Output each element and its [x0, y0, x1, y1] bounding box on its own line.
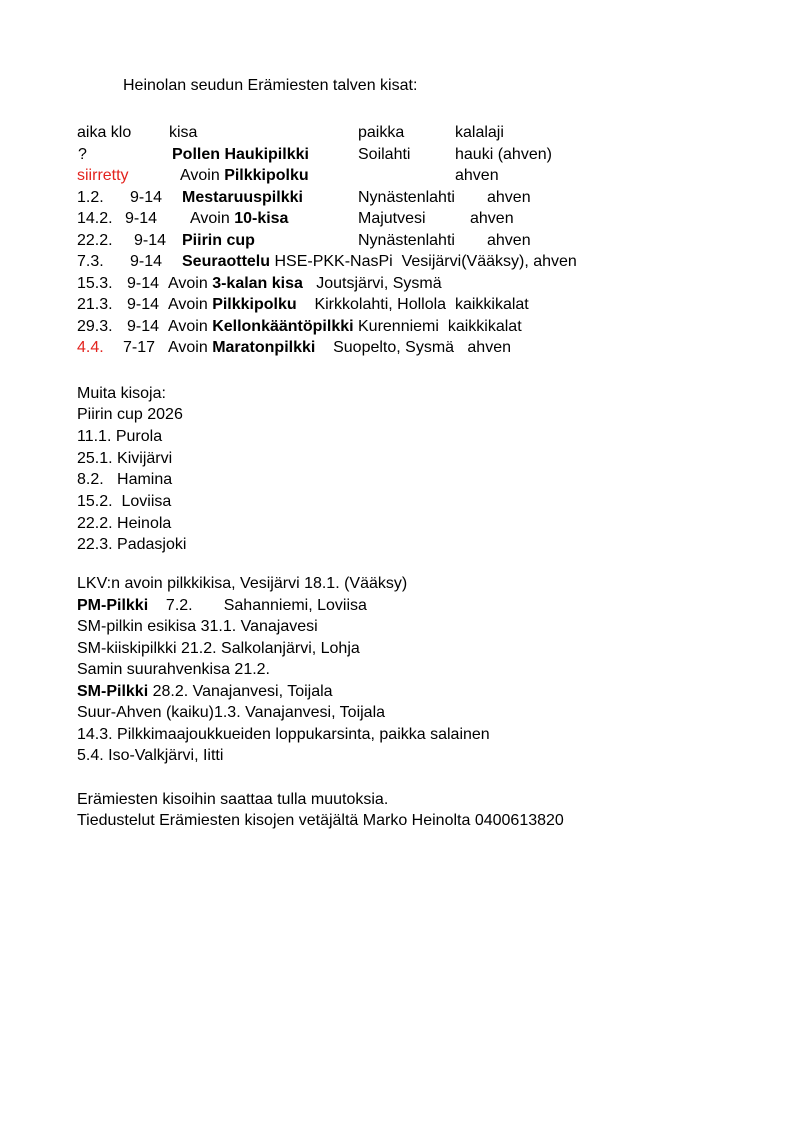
col-header-aika-klo [77, 122, 131, 143]
cell-aika [78, 144, 87, 165]
text-chunk [77, 513, 171, 534]
text-run: 11.1. Purola [77, 428, 163, 445]
list-item [0, 573, 793, 594]
text-run: 9-14 [127, 296, 160, 313]
cell-aika [77, 208, 113, 229]
cell-kalalaji [455, 144, 552, 165]
cell-kisa-paikka-kalalaji [168, 273, 442, 294]
cell-kisa [172, 144, 309, 165]
footer-contact [0, 810, 793, 831]
list-item [0, 491, 793, 512]
cell-kisa-paikka-kalalaji [182, 251, 577, 272]
text-chunk [77, 426, 162, 447]
text-run: 15.2. Loviisa [77, 493, 172, 510]
text-run: LKV:n avoin pilkkikisa, Vesijärvi 18.1. (Vääksy) [77, 575, 408, 592]
cell-kisa [190, 208, 288, 229]
list-item [0, 534, 793, 555]
text-run: Avoin [168, 339, 213, 356]
text-run: Soilahti [358, 146, 411, 163]
text-run: Avoin [180, 167, 225, 184]
text-run: ? [78, 146, 87, 163]
text-run: 21.3. [77, 296, 113, 313]
text-run: Muita kisoja: [77, 385, 166, 402]
text-run: Avoin [190, 210, 235, 227]
cell-aika [77, 187, 104, 208]
text-run: 14.2. [77, 210, 113, 227]
text-run: hauki (ahven) [455, 146, 552, 163]
cell-aika [77, 165, 129, 186]
cell-paikka [358, 187, 455, 208]
text-chunk [77, 638, 360, 659]
text-run: kisa [169, 124, 198, 141]
col-header-kalalaji [455, 122, 504, 143]
list-item [0, 659, 793, 680]
text-chunk [77, 383, 166, 404]
text-run: Piirin cup [182, 232, 255, 249]
cell-kalalaji [455, 165, 499, 186]
schedule-row [0, 316, 793, 337]
text-run: 9-14 [130, 189, 163, 206]
schedule-row [0, 208, 793, 229]
text-run: paikka [358, 124, 405, 141]
text-chunk [77, 745, 223, 766]
text-run: 25.1. Kivijärvi [77, 450, 173, 467]
schedule-row [0, 230, 793, 251]
cell-kisa-paikka-kalalaji [168, 316, 522, 337]
text-run: aika klo [77, 124, 132, 141]
document-title: Heinolan seudun Erämiesten talven kisat: [123, 77, 418, 94]
cell-klo [123, 337, 155, 358]
cell-kalalaji [487, 230, 531, 251]
text-chunk [77, 659, 270, 680]
text-run: Nynästenlahti [358, 232, 455, 249]
text-run: 10-kisa [234, 210, 289, 227]
cell-aika [77, 230, 113, 251]
text-run: Majutvesi [358, 210, 426, 227]
cell-klo [130, 187, 162, 208]
text-chunk [77, 810, 564, 831]
text-run: Pollen Haukipilkki [172, 146, 309, 163]
text-chunk [77, 616, 318, 637]
cell-kisa [180, 165, 309, 186]
text-chunk [77, 404, 183, 425]
text-chunk [77, 789, 388, 810]
col-header-paikka [358, 122, 404, 143]
text-run: Suur-Ahven (kaiku)1.3. Vanajanvesi, Toijala [77, 704, 386, 721]
cell-aika [77, 337, 104, 358]
text-run: 28.2. Vanajanvesi, Toijala [148, 683, 333, 700]
list-item [0, 404, 793, 425]
text-run: Avoin [168, 275, 213, 292]
text-run: Avoin [168, 318, 213, 335]
schedule-row [0, 294, 793, 315]
list-item [0, 681, 793, 702]
cell-kisa [182, 230, 255, 251]
text-run: SM-pilkin esikisa 31.1. Vanajavesi [77, 618, 318, 635]
text-run: 22.2. Heinola [77, 515, 172, 532]
list-item [0, 513, 793, 534]
cell-klo [127, 294, 159, 315]
list-item [0, 638, 793, 659]
text-chunk [77, 469, 172, 490]
text-run: 9-14 [134, 232, 167, 249]
text-run: SM-Pilkki [77, 683, 149, 700]
text-run: Samin suurahvenkisa 21.2. [77, 661, 270, 678]
text-chunk [77, 595, 367, 616]
text-chunk [77, 681, 333, 702]
text-run: ahven [470, 210, 514, 227]
text-run: Suopelto, Sysmä ahven [315, 339, 511, 356]
cell-klo [130, 251, 162, 272]
cell-kisa-paikka-kalalaji [168, 294, 529, 315]
cell-klo [134, 230, 166, 251]
schedule-header-row [0, 122, 793, 143]
text-run: Maratonpilkki [212, 339, 316, 356]
text-run: kalalaji [455, 124, 504, 141]
footer-note [0, 789, 793, 810]
list-item [0, 595, 793, 616]
text-run: Pilkkipolku [224, 167, 309, 184]
text-run: 15.3. [77, 275, 113, 292]
cell-paikka [358, 230, 455, 251]
text-run: 14.3. Pilkkimaajoukkueiden loppukarsinta, paikka salainen [77, 726, 490, 743]
text-run: 1.2. [77, 189, 104, 206]
list-item [0, 702, 793, 723]
text-run: Erämiesten kisoihin saattaa tulla muutoksia. [77, 791, 389, 808]
text-run: 9-14 [130, 253, 163, 270]
cell-paikka [358, 208, 426, 229]
list-item [0, 469, 793, 490]
text-chunk [77, 573, 407, 594]
text-run: Mestaruuspilkki [182, 189, 303, 206]
cell-klo [127, 273, 159, 294]
cell-aika [77, 273, 113, 294]
text-run: 7.3. [77, 253, 104, 270]
text-run: Pilkkipolku [212, 296, 297, 313]
text-run: 22.2. [77, 232, 113, 249]
text-chunk [77, 724, 490, 745]
text-run: SM-kiiskipilkki 21.2. Salkolanjärvi, Lohja [77, 640, 360, 657]
text-run: 9-14 [127, 275, 160, 292]
text-run: 5.4. Iso-Valkjärvi, Iitti [77, 747, 224, 764]
text-chunk [77, 534, 186, 555]
text-run: siirretty [77, 167, 129, 184]
text-run: HSE-PKK-NasPi Vesijärvi(Vääksy), ahven [274, 253, 577, 270]
text-run: ahven [487, 189, 531, 206]
text-run: 3-kalan kisa [212, 275, 303, 292]
text-chunk [77, 491, 171, 512]
cell-paikka [358, 144, 410, 165]
list-item [0, 724, 793, 745]
text-run: 22.3. Padasjoki [77, 536, 187, 553]
cell-kisa [182, 187, 303, 208]
text-run: Joutsjärvi, Sysmä [302, 275, 442, 292]
cell-aika [77, 251, 104, 272]
cell-kalalaji [487, 187, 531, 208]
cell-kisa-paikka-kalalaji [168, 337, 511, 358]
text-run: 29.3. [77, 318, 113, 335]
cell-klo [125, 208, 157, 229]
text-run: Kirkkolahti, Hollola kaikkikalat [296, 296, 529, 313]
text-chunk [77, 448, 172, 469]
text-run: 9-14 [127, 318, 160, 335]
section-heading-muita-kisoja [0, 383, 793, 404]
cell-klo [127, 316, 159, 337]
schedule-row [0, 187, 793, 208]
text-run: Kurenniemi kaikkikalat [353, 318, 522, 335]
text-run: Piirin cup 2026 [77, 406, 183, 423]
text-run: Nynästenlahti [358, 189, 455, 206]
text-run: 8.2. Hamina [77, 471, 173, 488]
text-chunk [77, 702, 385, 723]
list-item [0, 426, 793, 447]
schedule-row [0, 144, 793, 165]
text-run: Avoin [168, 296, 213, 313]
list-item [0, 616, 793, 637]
schedule-row [0, 165, 793, 186]
cell-aika [77, 294, 113, 315]
text-run: Kellonkääntöpilkki [212, 318, 354, 335]
text-run: 9-14 [125, 210, 158, 227]
list-item [0, 448, 793, 469]
text-run: ahven [487, 232, 531, 249]
text-run: PM-Pilkki [77, 597, 149, 614]
text-run: Seuraottelu [182, 253, 275, 270]
schedule-row [0, 251, 793, 272]
text-run: 7.2. Sahanniemi, Loviisa [148, 597, 367, 614]
col-header-kisa [169, 122, 197, 143]
text-run: 7-17 [123, 339, 156, 356]
cell-kalalaji [470, 208, 514, 229]
schedule-row [0, 273, 793, 294]
text-run: Tiedustelut Erämiesten kisojen vetäjältä Marko Heinolta 0400613820 [77, 812, 564, 829]
list-item [0, 745, 793, 766]
cell-aika [77, 316, 113, 337]
text-run: 4.4. [77, 339, 104, 356]
text-run: ahven [455, 167, 499, 184]
schedule-row [0, 337, 793, 358]
